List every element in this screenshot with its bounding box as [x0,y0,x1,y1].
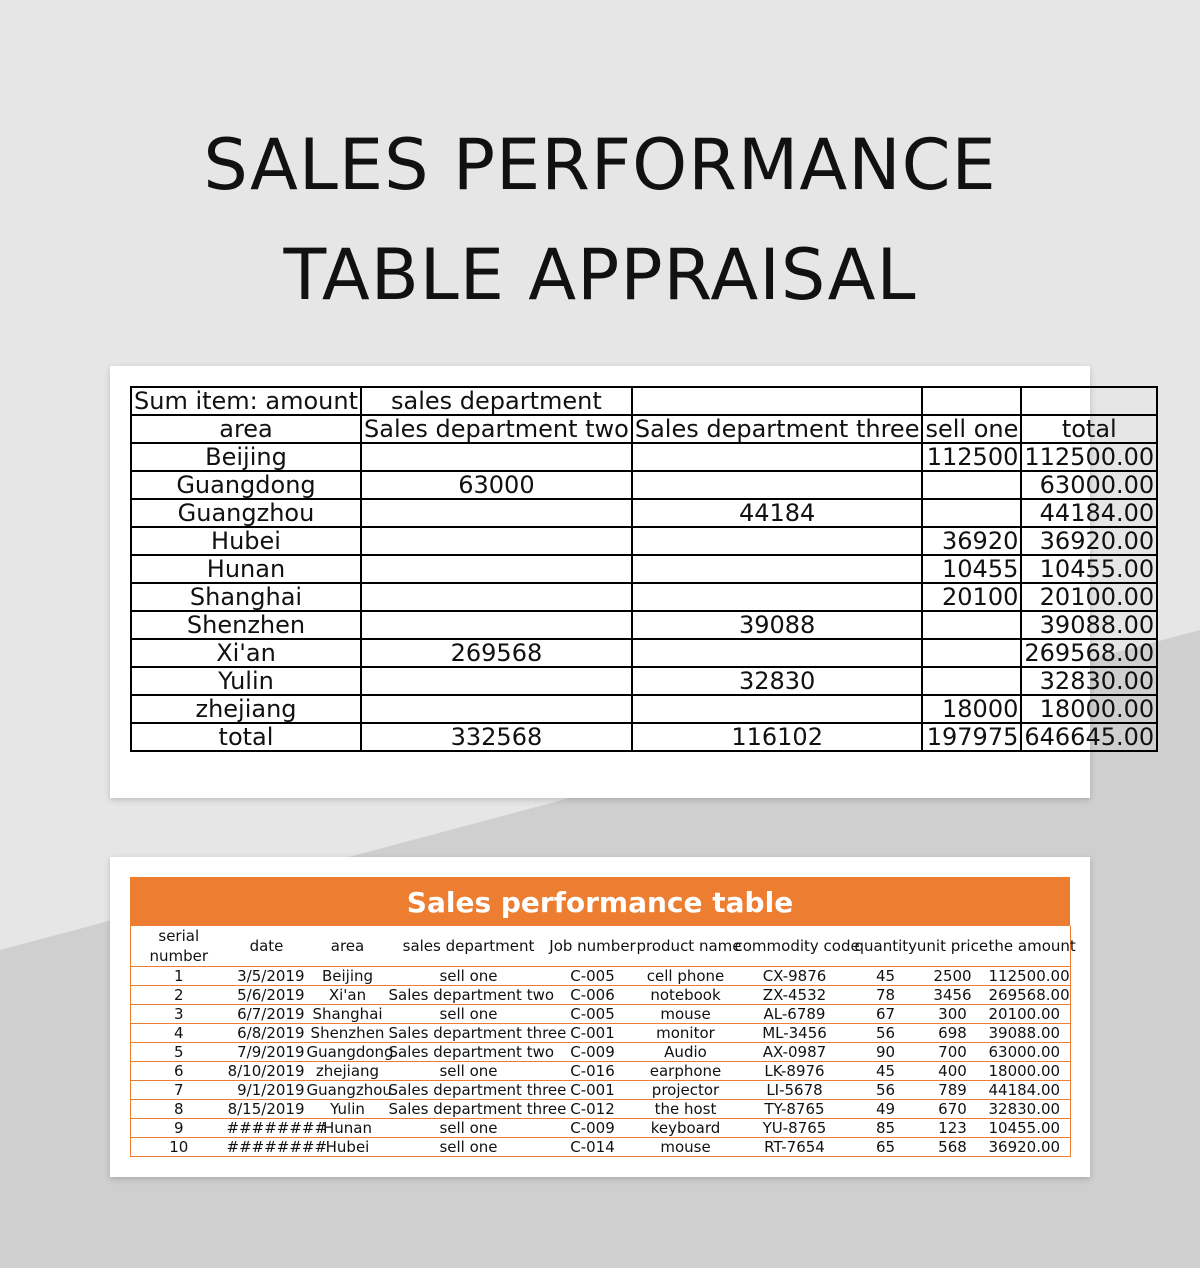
cell-area: Yulin [307,1100,389,1119]
pivot-cell-area: Shanghai [131,583,361,611]
cell-product: earphone [637,1062,735,1081]
cell-department: Sales department three [388,1100,567,1118]
pivot-cell-dept-three: 44184 [632,499,923,527]
pivot-data-row [131,583,1157,611]
cell-quantity: 45 [855,1062,917,1081]
col-header-quantity: quantity [855,926,917,967]
col-header-date: date [227,926,307,967]
cell-serial: 7 [131,1081,227,1100]
pivot-cell-dept-two: 269568 [361,639,632,667]
pivot-cell-sell-one: 18000 [922,695,1021,723]
pivot-cell-area: zhejiang [131,695,361,723]
cell-department: sell one [389,1005,549,1024]
cell-date: 6/7/2019 [227,1005,307,1024]
cell-serial: 2 [131,986,227,1005]
pivot-group-label: sales department [361,387,632,415]
cell-product: Audio [637,1043,735,1062]
col-header-unit-price: unit price [917,926,989,967]
pivot-cell-dept-three [632,443,923,471]
cell-serial: 3 [131,1005,227,1024]
cell-commodity-code: RT-7654 [735,1138,855,1157]
cell-unit-price: 400 [917,1062,989,1081]
pivot-corner-label: Sum item: amount [131,387,361,415]
cell-serial: 8 [131,1100,227,1119]
pivot-cell-dept-three: 32830 [632,667,923,695]
cell-area: Beijing [307,967,389,986]
pivot-empty-cell [1021,387,1157,415]
cell-job-number: C-001 [549,1081,637,1100]
cell-product: the host [637,1100,735,1119]
pivot-cell-dept-three [632,695,923,723]
col-header-product: product name [637,926,735,967]
cell-product: notebook [637,986,735,1005]
pivot-cell-sell-one [922,639,1021,667]
cell-job-number: C-009 [549,1043,637,1062]
cell-amount: 36920.00 [989,1138,1071,1157]
pivot-cell-sell-one: 36920 [922,527,1021,555]
col-header-department: sales department [389,926,549,967]
col-header-job-number: Job number [549,926,637,967]
cell-commodity-code: LI-5678 [735,1081,855,1100]
pivot-cell-total: 18000.00 [1021,695,1157,723]
cell-unit-price: 3456 [917,986,989,1005]
pivot-cell-dept-three [632,471,923,499]
cell-quantity: 56 [855,1024,917,1043]
cell-serial: 5 [131,1043,227,1062]
pivot-data-row [131,695,1157,723]
pivot-cell-dept-two [361,555,632,583]
table-row [131,1100,1071,1119]
col-header-amount: the amount [989,926,1071,967]
cell-area: Xi'an [307,986,389,1005]
pivot-cell-area: Hunan [131,555,361,583]
cell-amount: 112500.00 [988,967,1070,985]
cell-date: 9/1/2019 [227,1081,307,1100]
col-header-area: area [307,926,389,967]
cell-serial: 10 [131,1138,227,1157]
pivot-cell-area: Guangzhou [131,499,361,527]
pivot-data-row [131,639,1157,667]
cell-commodity-code: ZX-4532 [735,986,855,1005]
cell-date: 5/6/2019 [227,986,307,1005]
table-row [131,967,1071,986]
pivot-table [130,386,1158,752]
cell-quantity: 78 [855,986,917,1005]
pivot-header-area: area [131,415,361,443]
cell-product: monitor [637,1024,735,1043]
pivot-cell-total: 20100.00 [1021,583,1157,611]
cell-amount: 10455.00 [989,1119,1071,1138]
cell-area: Hubei [307,1138,389,1157]
pivot-cell-total: 63000.00 [1021,471,1157,499]
pivot-table-card [110,366,1155,798]
page-title-line-2: TABLE APPRAISAL [283,234,917,316]
cell-quantity: 65 [855,1138,917,1157]
cell-commodity-code: ML-3456 [735,1024,855,1043]
cell-commodity-code: YU-8765 [735,1119,855,1138]
table-row [131,1005,1071,1024]
pivot-data-row [131,471,1157,499]
pivot-row-group [131,387,1157,415]
cell-department: Sales department two [388,1043,555,1061]
pivot-cell-dept-two [361,667,632,695]
cell-date: ######## [226,1138,328,1156]
sales-table-card [110,857,1090,1177]
pivot-cell-area: Shenzhen [131,611,361,639]
table-row [131,986,1071,1005]
table-row [131,1043,1071,1062]
pivot-cell-sell-one [922,471,1021,499]
cell-job-number: C-005 [549,967,637,986]
cell-job-number: C-005 [549,1005,637,1024]
pivot-cell-dept-two: 332568 [361,723,632,751]
cell-quantity: 67 [855,1005,917,1024]
cell-serial: 1 [131,967,227,986]
cell-unit-price: 700 [917,1043,989,1062]
cell-serial: 9 [131,1119,227,1138]
col-header-commodity-code: commodity code [735,926,855,967]
cell-date: 7/9/2019 [227,1043,307,1062]
pivot-cell-dept-three [632,583,923,611]
cell-area: Guangdong [306,1043,394,1061]
cell-amount: 44184.00 [989,1081,1071,1100]
cell-commodity-code: AX-0987 [735,1043,855,1062]
pivot-cell-sell-one: 197975 [922,723,1021,751]
cell-department: sell one [389,1062,549,1081]
pivot-cell-sell-one: 10455 [922,555,1021,583]
table-row [131,1081,1071,1100]
cell-date: 8/15/2019 [227,1100,305,1118]
pivot-cell-sell-one [922,499,1021,527]
cell-job-number: C-016 [549,1062,637,1081]
cell-department: sell one [389,1138,549,1157]
col-header-serial: serial number [131,926,227,967]
cell-quantity: 49 [855,1100,917,1119]
pivot-cell-dept-two: 63000 [361,471,632,499]
cell-serial: 6 [131,1062,227,1081]
pivot-cell-dept-three [632,639,923,667]
pivot-cell-sell-one: 112500 [922,443,1021,471]
cell-product: cell phone [637,967,735,986]
pivot-cell-dept-two [361,499,632,527]
table-row [131,1062,1071,1081]
pivot-data-row [131,443,1157,471]
pivot-cell-area: Beijing [131,443,361,471]
cell-area: zhejiang [307,1062,389,1081]
pivot-cell-dept-two [361,695,632,723]
pivot-cell-dept-two [361,611,632,639]
cell-department: Sales department three [388,1024,567,1042]
sales-table [130,926,1076,1157]
pivot-empty-cell [632,387,923,415]
pivot-data-row [131,667,1157,695]
cell-commodity-code: CX-9876 [735,967,855,986]
pivot-cell-dept-three: 116102 [632,723,923,751]
pivot-cell-sell-one: 20100 [922,583,1021,611]
pivot-cell-area: Yulin [131,667,361,695]
cell-unit-price: 789 [917,1081,989,1100]
pivot-cell-total: 32830.00 [1021,667,1157,695]
cell-quantity: 90 [855,1043,917,1062]
pivot-cell-area: total [131,723,361,751]
cell-quantity: 56 [855,1081,917,1100]
cell-job-number: C-014 [549,1138,637,1157]
cell-amount: 269568.00 [988,986,1070,1004]
cell-unit-price: 568 [917,1138,989,1157]
pivot-header-row [131,415,1157,443]
pivot-header-total: total [1021,415,1157,443]
cell-unit-price: 698 [917,1024,989,1043]
cell-job-number: C-009 [549,1119,637,1138]
cell-job-number: C-012 [549,1100,637,1119]
cell-product: projector [637,1081,735,1100]
cell-unit-price: 670 [917,1100,989,1119]
cell-date: ######## [226,1119,328,1137]
cell-job-number: C-001 [549,1024,637,1043]
pivot-cell-total: 10455.00 [1021,555,1157,583]
cell-area: Shanghai [307,1005,389,1024]
table-row [131,1119,1071,1138]
cell-amount: 20100.00 [989,1005,1071,1024]
cell-date: 3/5/2019 [227,967,307,986]
pivot-cell-area: Guangdong [131,471,361,499]
pivot-empty-cell [922,387,1021,415]
table-row [131,1138,1071,1157]
pivot-cell-dept-three [632,527,923,555]
cell-area: Shenzhen [307,1024,389,1043]
table-row [131,1024,1071,1043]
pivot-data-row [131,499,1157,527]
pivot-cell-total: 269568.00 [1021,639,1157,667]
cell-amount: 32830.00 [989,1100,1071,1119]
pivot-total-row [131,723,1157,751]
cell-department: sell one [389,967,549,986]
sales-table-title: Sales performance table [130,877,1070,926]
cell-amount: 39088.00 [989,1024,1071,1043]
pivot-cell-area: Xi'an [131,639,361,667]
cell-department: Sales department two [388,986,555,1004]
pivot-cell-area: Hubei [131,527,361,555]
page-title-line-1: SALES PERFORMANCE [203,124,997,206]
pivot-cell-dept-two [361,583,632,611]
cell-product: mouse [637,1138,735,1157]
pivot-cell-sell-one [922,611,1021,639]
cell-product: mouse [637,1005,735,1024]
cell-date: 6/8/2019 [227,1024,307,1043]
cell-quantity: 45 [855,967,917,986]
cell-product: keyboard [637,1119,735,1138]
cell-amount: 63000.00 [989,1043,1071,1062]
cell-department: Sales department three [388,1081,567,1099]
cell-commodity-code: AL-6789 [735,1005,855,1024]
cell-date: 8/10/2019 [227,1062,305,1080]
pivot-cell-total: 36920.00 [1021,527,1157,555]
cell-department: sell one [389,1119,549,1138]
pivot-header-sell-one: sell one [922,415,1021,443]
pivot-data-row [131,611,1157,639]
cell-area: Hunan [307,1119,389,1138]
cell-commodity-code: LK-8976 [735,1062,855,1081]
pivot-cell-dept-two [361,527,632,555]
cell-amount: 18000.00 [989,1062,1071,1081]
cell-job-number: C-006 [549,986,637,1005]
cell-serial: 4 [131,1024,227,1043]
pivot-cell-total: 112500.00 [1021,443,1157,471]
pivot-cell-dept-two [361,443,632,471]
pivot-cell-dept-three [632,555,923,583]
pivot-header-dept-three: Sales department three [632,415,923,443]
cell-unit-price: 123 [917,1119,989,1138]
cell-quantity: 85 [855,1119,917,1138]
pivot-data-row [131,527,1157,555]
pivot-data-row [131,555,1157,583]
pivot-cell-total: 44184.00 [1021,499,1157,527]
pivot-cell-sell-one [922,667,1021,695]
pivot-header-dept-two: Sales department two [361,415,632,443]
cell-area: Guangzhou [306,1081,392,1099]
pivot-cell-total: 39088.00 [1021,611,1157,639]
pivot-cell-total: 646645.00 [1021,723,1157,751]
cell-commodity-code: TY-8765 [735,1100,855,1119]
sales-header-row [131,926,1071,967]
cell-unit-price: 2500 [917,967,989,986]
cell-unit-price: 300 [917,1005,989,1024]
pivot-cell-dept-three: 39088 [632,611,923,639]
